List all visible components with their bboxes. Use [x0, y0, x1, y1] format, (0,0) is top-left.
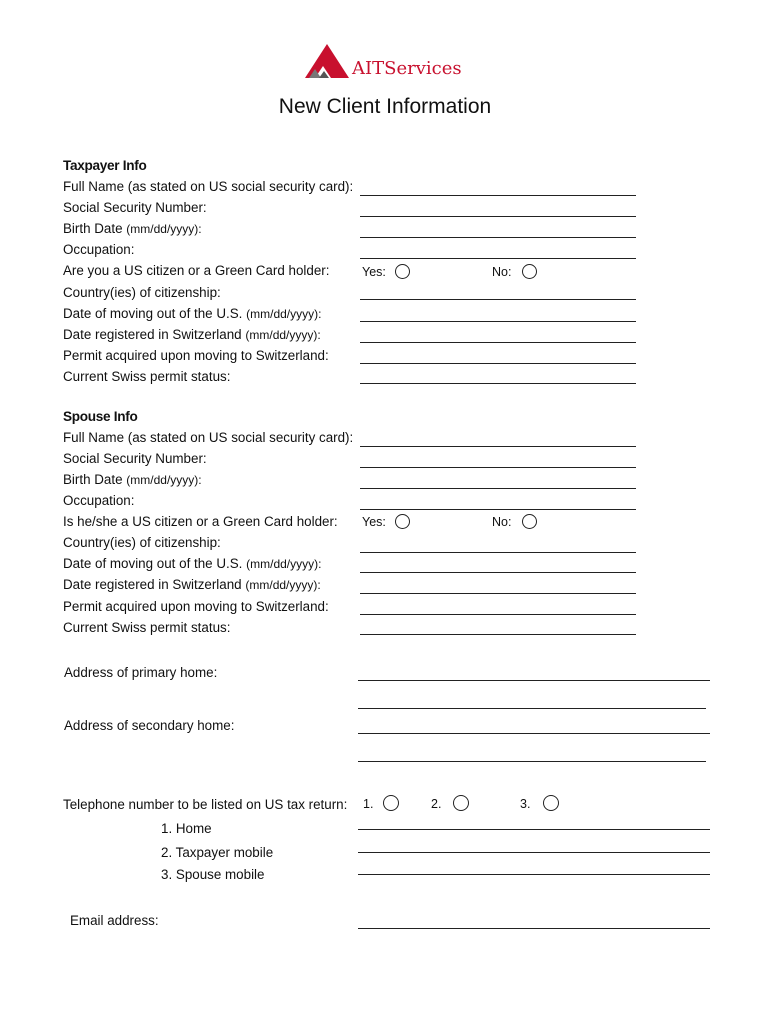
spouse-ssn-label: Social Security Number: — [63, 451, 207, 466]
spouse-permit-status-label: Current Swiss permit status: — [63, 620, 231, 635]
spouse-occupation-label: Occupation: — [63, 493, 135, 508]
taxpayer-birth-field[interactable] — [360, 237, 636, 238]
spouse-yes-radio[interactable] — [395, 514, 410, 529]
taxpayer-moving-out-field[interactable] — [360, 321, 636, 322]
spouse-yes-label: Yes: — [362, 515, 386, 529]
spouse-permit-acquired-field[interactable] — [360, 614, 636, 615]
spouse-citizen-label: Is he/she a US citizen or a Green Card holder: — [63, 514, 338, 529]
email-label: Email address: — [70, 913, 159, 928]
spouse-no-radio[interactable] — [522, 514, 537, 529]
spouse-permit-status-field[interactable] — [360, 634, 636, 635]
spouse-countries-label: Country(ies) of citizenship: — [63, 535, 221, 550]
taxpayer-full-name-label: Full Name (as stated on US social security card): — [63, 179, 354, 194]
spouse-permit-acquired-label: Permit acquired upon moving to Switzerland: — [63, 599, 329, 614]
spouse-birth-field[interactable] — [360, 488, 636, 489]
phone-option-3-radio[interactable] — [543, 795, 559, 811]
taxpayer-full-name-field[interactable] — [360, 195, 636, 196]
phone-spouse-mobile-field[interactable] — [358, 874, 710, 875]
page-title: New Client Information — [278, 95, 492, 118]
spouse-ssn-field[interactable] — [360, 467, 636, 468]
telephone-label: Telephone number to be listed on US tax return: — [63, 797, 348, 812]
taxpayer-birth-label: Birth Date (mm/dd/yyyy): — [63, 221, 202, 236]
taxpayer-no-radio[interactable] — [522, 264, 537, 279]
phone-option-2-label: 2. — [431, 797, 442, 811]
phone-option-3-label: 3. — [520, 797, 531, 811]
taxpayer-heading: Taxpayer Info — [63, 158, 147, 173]
taxpayer-registered-label: Date registered in Switzerland (mm/dd/yyyy): — [63, 327, 321, 342]
spouse-birth-label: Birth Date (mm/dd/yyyy): — [63, 472, 202, 487]
email-field[interactable] — [358, 928, 710, 929]
taxpayer-yes-label: Yes: — [362, 265, 386, 279]
spouse-registered-field[interactable] — [360, 593, 636, 594]
taxpayer-yes-radio[interactable] — [395, 264, 410, 279]
phone-home-field[interactable] — [358, 829, 710, 830]
secondary-address-field-1[interactable] — [358, 733, 710, 734]
spouse-full-name-label: Full Name (as stated on US social security card): — [63, 430, 354, 445]
taxpayer-permit-acquired-field[interactable] — [360, 363, 636, 364]
spouse-moving-out-field[interactable] — [360, 572, 636, 573]
taxpayer-permit-status-field[interactable] — [360, 383, 636, 384]
phone-option-2-radio[interactable] — [453, 795, 469, 811]
company-logo-text: AITServices — [352, 58, 462, 79]
taxpayer-no-label: No: — [492, 265, 512, 279]
taxpayer-registered-field[interactable] — [360, 342, 636, 343]
spouse-no-label: No: — [492, 515, 512, 529]
taxpayer-citizen-label: Are you a US citizen or a Green Card holder: — [63, 263, 330, 278]
spouse-moving-out-label: Date of moving out of the U.S. (mm/dd/yyyy): — [63, 556, 322, 571]
taxpayer-ssn-label: Social Security Number: — [63, 200, 207, 215]
taxpayer-occupation-label: Occupation: — [63, 242, 135, 257]
taxpayer-countries-field[interactable] — [360, 299, 636, 300]
phone-option-1-radio[interactable] — [383, 795, 399, 811]
taxpayer-permit-status-label: Current Swiss permit status: — [63, 369, 231, 384]
spouse-occupation-field[interactable] — [360, 509, 636, 510]
primary-address-label: Address of primary home: — [64, 665, 218, 680]
phone-taxpayer-mobile-label: 2. Taxpayer mobile — [161, 845, 274, 860]
taxpayer-occupation-field[interactable] — [360, 258, 636, 259]
primary-address-field-1[interactable] — [358, 680, 710, 681]
spouse-countries-field[interactable] — [360, 552, 636, 553]
primary-address-field-2[interactable] — [358, 708, 706, 709]
secondary-address-label: Address of secondary home: — [64, 718, 235, 733]
phone-spouse-mobile-label: 3. Spouse mobile — [161, 867, 265, 882]
phone-option-1-label: 1. — [363, 797, 374, 811]
secondary-address-field-2[interactable] — [358, 761, 706, 762]
spouse-full-name-field[interactable] — [360, 446, 636, 447]
taxpayer-countries-label: Country(ies) of citizenship: — [63, 285, 221, 300]
phone-home-label: 1. Home — [161, 821, 212, 836]
spouse-heading: Spouse Info — [63, 409, 138, 424]
taxpayer-ssn-field[interactable] — [360, 216, 636, 217]
company-logo — [305, 44, 353, 80]
phone-taxpayer-mobile-field[interactable] — [358, 852, 710, 853]
taxpayer-permit-acquired-label: Permit acquired upon moving to Switzerland: — [63, 348, 329, 363]
spouse-registered-label: Date registered in Switzerland (mm/dd/yyyy): — [63, 577, 321, 592]
taxpayer-moving-out-label: Date of moving out of the U.S. (mm/dd/yyyy): — [63, 306, 322, 321]
